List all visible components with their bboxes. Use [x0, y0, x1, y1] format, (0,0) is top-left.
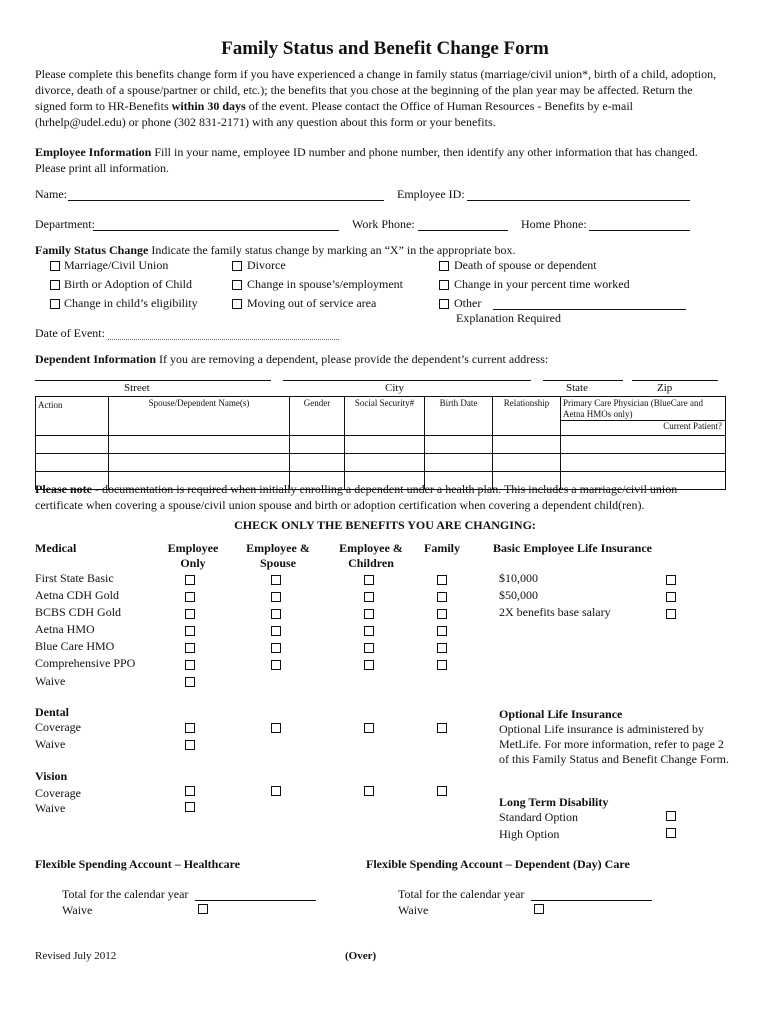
- medical-checkbox[interactable]: [364, 592, 374, 602]
- other-checkbox[interactable]: [439, 299, 449, 309]
- revised-date: Revised July 2012: [35, 950, 117, 962]
- percent-time-checkbox[interactable]: [439, 280, 449, 290]
- ltd-standard-label: Standard Option: [499, 810, 578, 824]
- medical-checkbox[interactable]: [437, 643, 447, 653]
- dental-waive-label: Waive: [35, 737, 66, 751]
- department-label: Department:: [35, 217, 95, 231]
- dependent-heading: Dependent Information: [35, 352, 157, 366]
- col-employee-only: Employee Only: [167, 541, 219, 570]
- fsa-health-total-label: Total for the calendar year: [62, 887, 189, 901]
- divorce-checkbox[interactable]: [232, 261, 242, 271]
- divorce-label: Divorce: [247, 258, 286, 272]
- employee-info-paragraph: [35, 144, 725, 176]
- plan-aetna-hmo: Aetna HMO: [35, 622, 95, 636]
- ltd-standard-checkbox[interactable]: [666, 811, 676, 821]
- dental-heading: Dental: [35, 705, 69, 719]
- intro-paragraph: [35, 66, 725, 130]
- plan-waive: Waive: [35, 674, 66, 688]
- intro-text-after: of the event. Please contact the Office of Human Resources - Benefits by e-mail (hrhelp@udel.edu) or phone (302 831-2171) with any question about this form or your benefits.: [35, 99, 633, 129]
- col-physician: [561, 397, 726, 436]
- child-eligibility-label: Change in child’s eligibility: [64, 296, 198, 310]
- home-phone-label: Home Phone:: [521, 217, 587, 231]
- col-relationship: Relationship: [493, 397, 561, 436]
- marriage-checkbox[interactable]: [50, 261, 60, 271]
- fsa-dependent-total-field[interactable]: [531, 900, 652, 901]
- fsa-dependent-total-label: Total for the calendar year: [398, 887, 525, 901]
- intro-deadline: within 30 days: [171, 99, 246, 113]
- department-field[interactable]: [93, 230, 339, 231]
- dental-checkbox[interactable]: [271, 723, 281, 733]
- percent-time-label: Change in your percent time worked: [454, 277, 630, 291]
- optional-life-heading: Optional Life Insurance: [499, 707, 623, 721]
- note-paragraph: [35, 481, 725, 513]
- dental-checkbox[interactable]: [437, 723, 447, 733]
- ltd-high-checkbox[interactable]: [666, 828, 676, 838]
- fsa-health-heading: Flexible Spending Account – Healthcare: [35, 857, 241, 871]
- dental-waive-checkbox[interactable]: [185, 740, 195, 750]
- explanation-required: Explanation Required: [456, 311, 561, 325]
- medical-checkbox[interactable]: [437, 626, 447, 636]
- dependent-table-header: [36, 397, 726, 436]
- table-row[interactable]: [36, 436, 726, 454]
- plan-bcbs-cdh-gold: BCBS CDH Gold: [35, 605, 122, 619]
- street-field[interactable]: [35, 380, 271, 381]
- life-checkbox[interactable]: [666, 592, 676, 602]
- medical-checkbox[interactable]: [437, 575, 447, 585]
- dependent-text: If you are removing a dependent, please provide the dependent’s current address:: [156, 352, 549, 366]
- employee-info-text: Fill in your name, employee ID number and phone number, then identify any other information that has changed. Please print all information.: [35, 145, 698, 175]
- medical-checkbox[interactable]: [271, 660, 281, 670]
- col-employee-children: Employee & Children: [339, 541, 403, 570]
- zip-field[interactable]: [632, 380, 718, 381]
- home-phone-field[interactable]: [589, 230, 690, 231]
- medical-checkbox[interactable]: [271, 643, 281, 653]
- table-row[interactable]: [36, 454, 726, 472]
- work-phone-label: Work Phone:: [352, 217, 415, 231]
- ltd-high-label: High Option: [499, 827, 560, 841]
- city-label: City: [385, 382, 404, 394]
- life-option-50000: $50,000: [499, 588, 538, 602]
- vision-coverage-label: Coverage: [35, 786, 81, 800]
- vision-checkbox[interactable]: [437, 786, 447, 796]
- medical-checkbox[interactable]: [364, 626, 374, 636]
- spouse-employment-checkbox[interactable]: [232, 280, 242, 290]
- family-status-text: Indicate the family status change by marking an “X” in the appropriate box.: [148, 243, 516, 257]
- col-employee-spouse: Employee & Spouse: [246, 541, 310, 570]
- col-family: Family: [424, 541, 460, 555]
- dental-coverage-label: Coverage: [35, 720, 81, 734]
- col-name: Spouse/Dependent Name(s): [109, 397, 290, 436]
- child-eligibility-checkbox[interactable]: [50, 299, 60, 309]
- optional-life-line: Optional Life insurance is administered by: [499, 722, 704, 736]
- col-action-text: Action: [38, 400, 63, 410]
- dental-checkbox[interactable]: [185, 723, 195, 733]
- plan-comprehensive-ppo: Comprehensive PPO: [35, 656, 136, 670]
- employee-id-label: Employee ID:: [397, 187, 465, 201]
- medical-checkbox[interactable]: [185, 609, 195, 619]
- zip-label: Zip: [657, 382, 673, 394]
- medical-checkbox[interactable]: [437, 660, 447, 670]
- state-label: State: [566, 382, 588, 394]
- medical-checkbox[interactable]: [364, 643, 374, 653]
- family-status-paragraph: [35, 243, 516, 258]
- fsa-health-waive-label: Waive: [62, 903, 93, 917]
- over-label: (Over): [345, 950, 377, 962]
- fsa-dependent-waive-label: Waive: [398, 903, 429, 917]
- date-of-event-label: Date of Event:: [35, 326, 105, 340]
- col-physician-text: Primary Care Physician (BlueCare and Aetna HMOs only): [563, 398, 703, 419]
- life-option-10000: $10,000: [499, 571, 538, 585]
- fsa-health-total-field[interactable]: [195, 900, 316, 901]
- note-text: - documentation is required when initially enrolling a dependent under a health plan. This includes a marriage/civil union certificate when covering a spouse/civil union spouse and birth or adoption certification when covering a dependent child(ren).: [35, 482, 678, 512]
- medical-checkbox[interactable]: [185, 626, 195, 636]
- medical-checkbox[interactable]: [271, 592, 281, 602]
- life-checkbox[interactable]: [666, 609, 676, 619]
- vision-waive-label: Waive: [35, 801, 66, 815]
- family-status-heading: Family Status Change: [35, 243, 149, 257]
- plan-first-state-basic: First State Basic: [35, 571, 114, 585]
- spouse-employment-label: Change in spouse’s/employment: [247, 277, 403, 291]
- medical-checkbox[interactable]: [437, 592, 447, 602]
- page-title: Family Status and Benefit Change Form: [221, 38, 549, 59]
- col-ssn: Social Security#: [345, 397, 425, 436]
- birth-adoption-label: Birth or Adoption of Child: [64, 277, 193, 291]
- check-heading: CHECK ONLY THE BENEFITS YOU ARE CHANGING:: [234, 518, 536, 532]
- col-birth-date: Birth Date: [425, 397, 493, 436]
- medical-checkbox[interactable]: [185, 592, 195, 602]
- medical-waive-checkbox[interactable]: [185, 677, 195, 687]
- medical-checkbox[interactable]: [185, 660, 195, 670]
- vision-checkbox[interactable]: [185, 786, 195, 796]
- current-patient-label: Current Patient?: [561, 420, 725, 431]
- dependent-paragraph: [35, 352, 548, 367]
- medical-checkbox[interactable]: [271, 609, 281, 619]
- life-option-2x: 2X benefits base salary: [499, 605, 611, 619]
- medical-checkbox[interactable]: [185, 575, 195, 585]
- birth-adoption-checkbox[interactable]: [50, 280, 60, 290]
- work-phone-field[interactable]: [418, 230, 508, 231]
- city-field[interactable]: [283, 380, 531, 381]
- medical-checkbox[interactable]: [437, 609, 447, 619]
- vision-checkbox[interactable]: [364, 786, 374, 796]
- medical-checkbox[interactable]: [364, 575, 374, 585]
- moving-checkbox[interactable]: [232, 299, 242, 309]
- marriage-label: Marriage/Civil Union: [64, 258, 169, 272]
- fsa-health-waive-checkbox[interactable]: [198, 904, 208, 914]
- life-checkbox[interactable]: [666, 575, 676, 585]
- name-label: Name:: [35, 187, 67, 201]
- employee-info-heading: Employee Information: [35, 145, 152, 159]
- fsa-dependent-heading: Flexible Spending Account – Dependent (Day) Care: [366, 857, 630, 871]
- ltd-heading: Long Term Disability: [499, 795, 609, 809]
- note-heading: Please note: [35, 482, 92, 496]
- medical-checkbox[interactable]: [364, 660, 374, 670]
- medical-checkbox[interactable]: [271, 626, 281, 636]
- state-field[interactable]: [543, 380, 623, 381]
- vision-heading: Vision: [35, 769, 68, 783]
- col-gender: Gender: [290, 397, 345, 436]
- fsa-dependent-waive-checkbox[interactable]: [534, 904, 544, 914]
- medical-checkbox[interactable]: [185, 643, 195, 653]
- optional-life-line: of this Family Status and Benefit Change Form.: [499, 752, 729, 766]
- medical-checkbox[interactable]: [364, 609, 374, 619]
- optional-life-line: MetLife. For more information, refer to page 2: [499, 737, 724, 751]
- employee-id-field[interactable]: [467, 200, 690, 201]
- plan-aetna-cdh-gold: Aetna CDH Gold: [35, 588, 119, 602]
- date-of-event-field[interactable]: [108, 339, 339, 340]
- plan-blue-care-hmo: Blue Care HMO: [35, 639, 115, 653]
- name-field[interactable]: [68, 200, 384, 201]
- street-label: Street: [124, 382, 150, 394]
- other-label: Other: [454, 296, 482, 310]
- death-checkbox[interactable]: [439, 261, 449, 271]
- dental-checkbox[interactable]: [364, 723, 374, 733]
- col-action: [36, 397, 109, 436]
- vision-waive-checkbox[interactable]: [185, 802, 195, 812]
- other-field[interactable]: [493, 309, 686, 310]
- medical-checkbox[interactable]: [271, 575, 281, 585]
- life-heading: Basic Employee Life Insurance: [493, 541, 652, 555]
- death-label: Death of spouse or dependent: [454, 258, 597, 272]
- dependent-table: [35, 396, 726, 490]
- vision-checkbox[interactable]: [271, 786, 281, 796]
- intro-text: Please complete this benefits change form if you have experienced a change in family status (marriage/civil union*, birth of a child, adoption, divorce, death of a spouse/partner or child, etc.); the benefits that you chose at the beginning of the plan year may be affected. Return the signed form to HR-Benefits: [35, 67, 717, 113]
- medical-heading: Medical: [35, 541, 77, 555]
- moving-label: Moving out of service area: [247, 296, 377, 310]
